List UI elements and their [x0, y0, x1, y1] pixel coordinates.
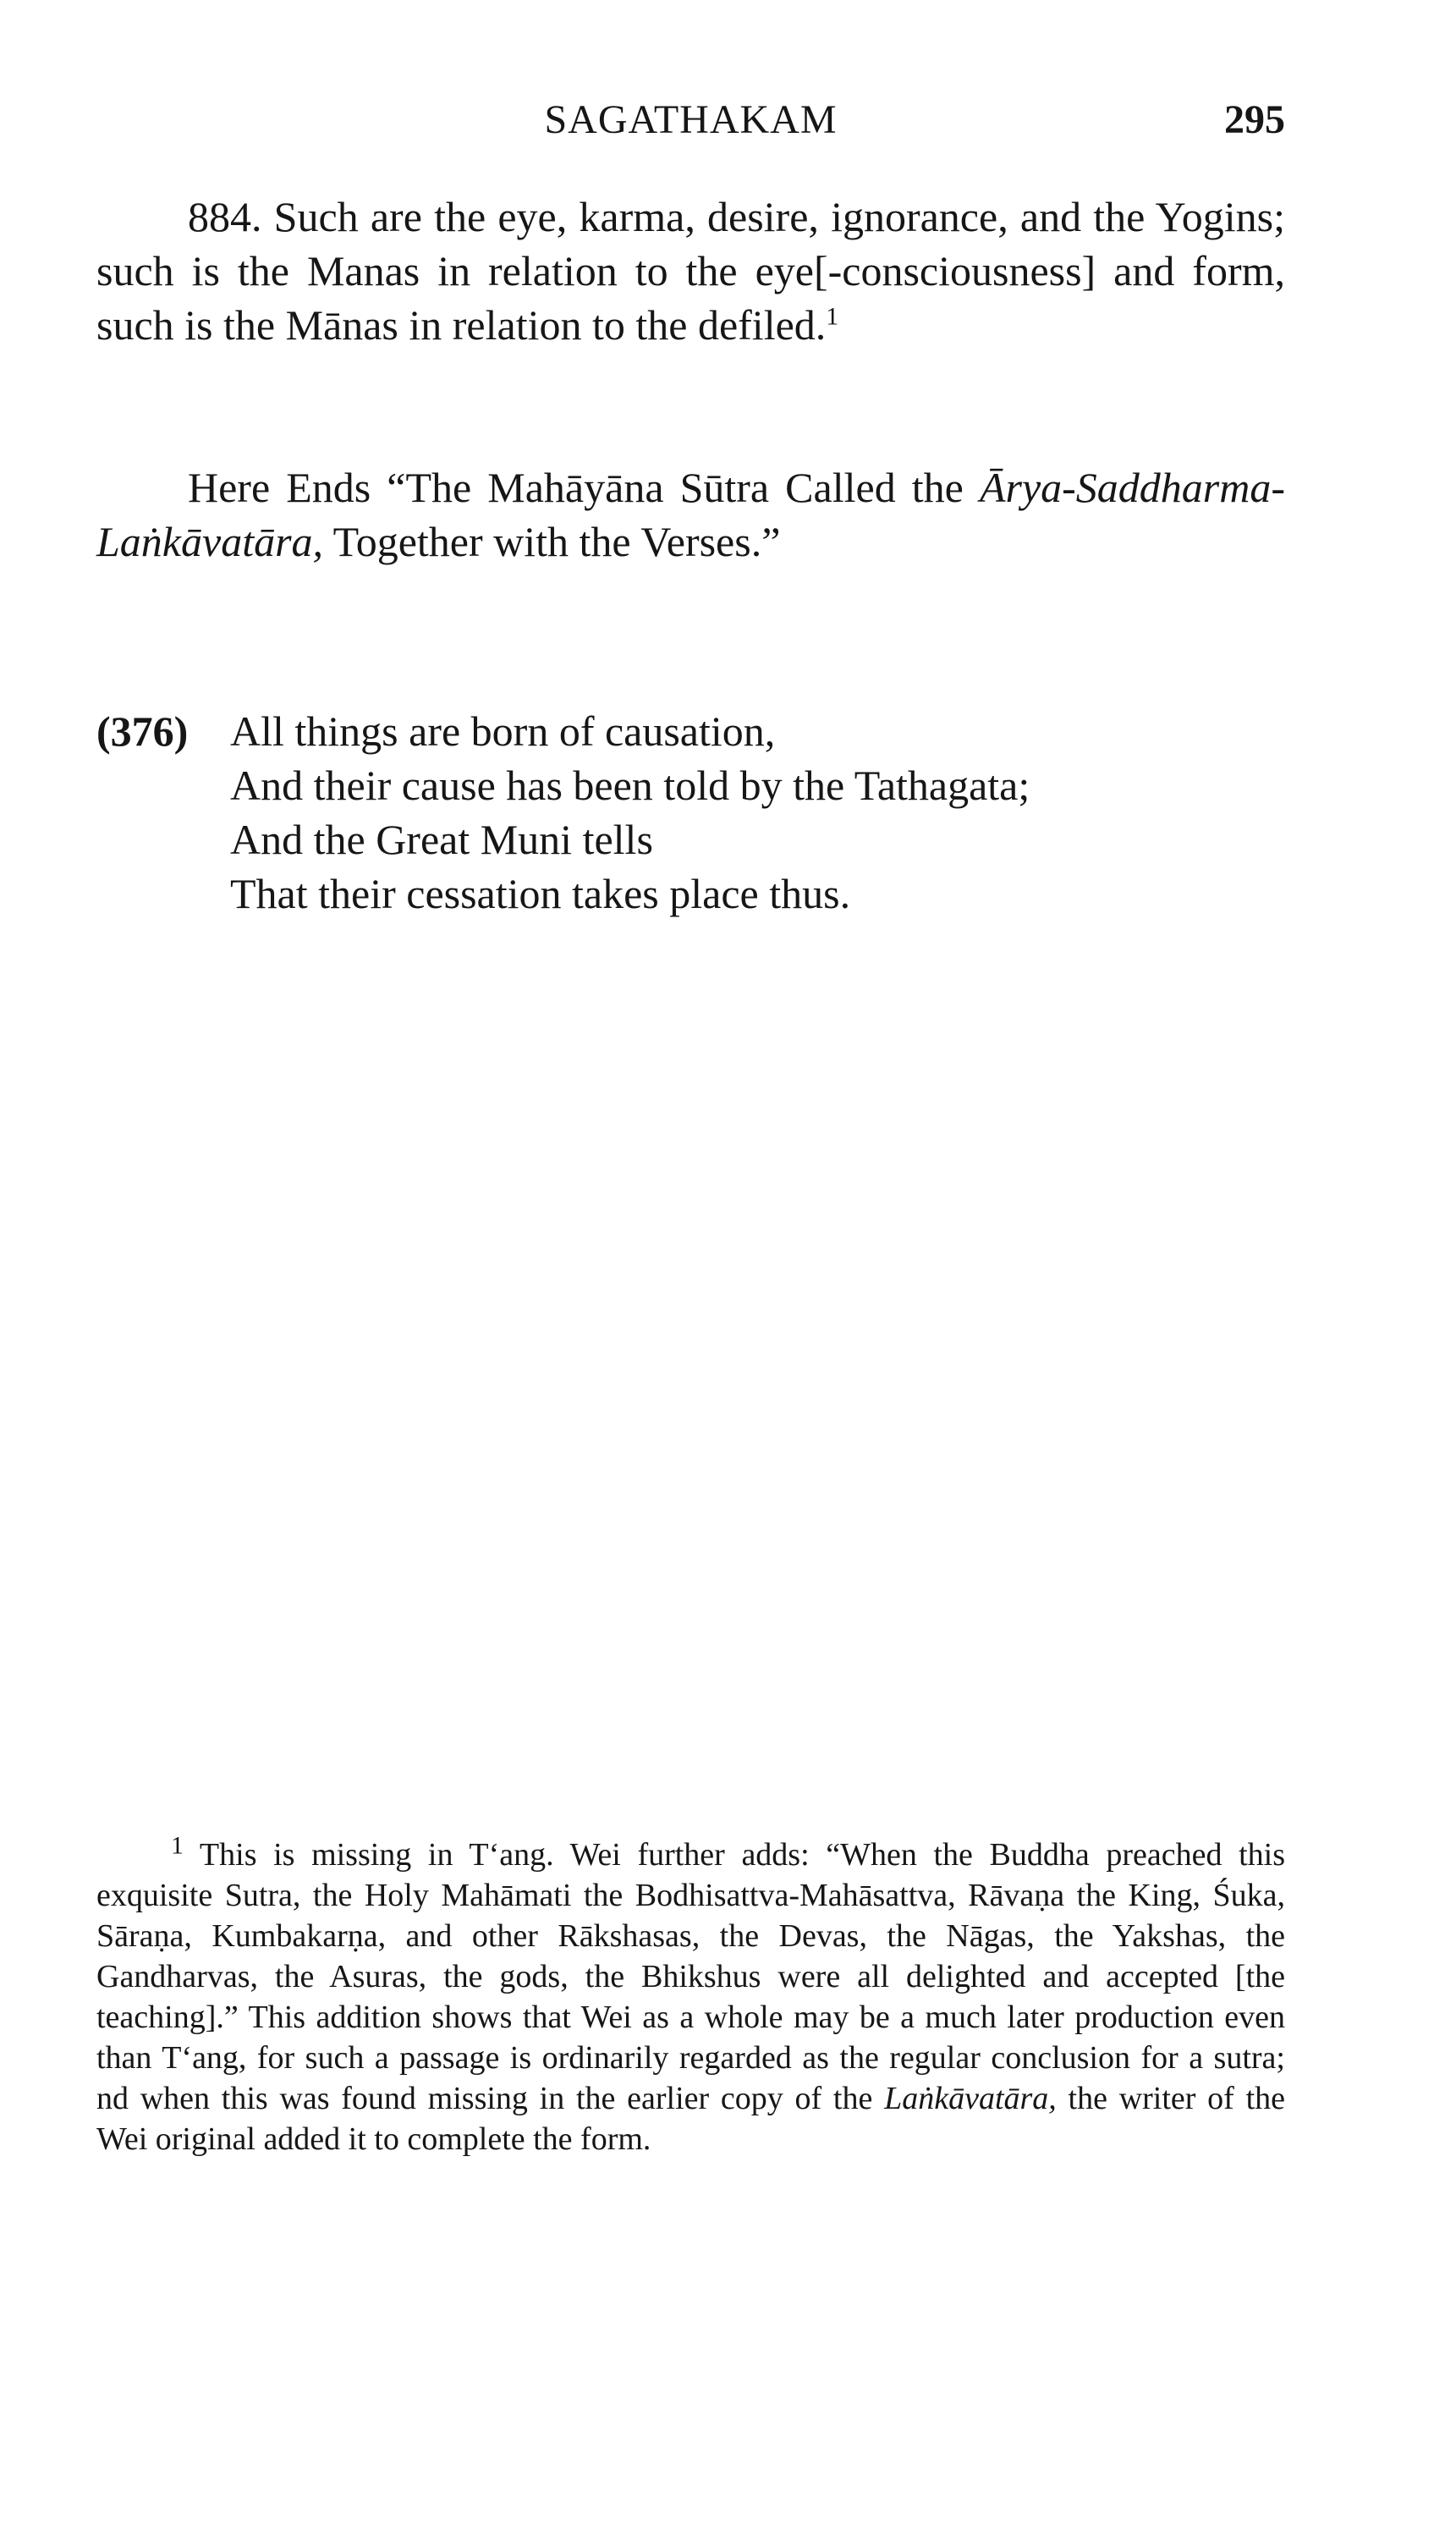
footnote-text-b: the writer of the Wei original added it to complete the form.	[96, 2081, 1285, 2157]
verse-line: That their cessation takes place thus.	[230, 870, 851, 917]
footnote-reference: 1	[826, 302, 839, 331]
paragraph-884	[96, 190, 1285, 352]
colophon-text-after: Together with the Verses.”	[323, 518, 781, 565]
verse-line: And the Great Muni tells	[230, 816, 653, 863]
verse-line: And their cause has been told by the Tathagata;	[230, 762, 1030, 809]
verse-lines	[230, 704, 1279, 921]
footnote	[96, 1831, 1285, 2159]
verse-line: All things are born of causation,	[230, 707, 776, 755]
paragraph-number: 884.	[188, 193, 262, 240]
verse-number: (376)	[96, 707, 189, 755]
footnote-text-a: This is missing in T‘ang. Wei further adds: “When the Buddha preached this exquisite Sutra, the Holy Mahāmati the Bodhisattva-Mahāsattva, Rāvaṇa the King, Śuka, Sāraṇa, Kumbakarṇa, and other Rākshasas, the Devas, the Nāgas, the Yakshas, the Gandharvas, the Asuras, the gods, the Bhikshus were all delighted and accepted [the teaching].” This addition shows that Wei as a whole may be a much later production even than T‘ang, for such a passage is ordinarily regarded as the regular conclusion for a sutra; nd when this was found missing in the earlier copy of the	[96, 1837, 1285, 2116]
colophon-text-before: Here Ends “The Mahāyāna Sūtra Called the	[188, 464, 980, 511]
running-head	[96, 95, 1285, 146]
running-title: SAGATHAKAM	[544, 97, 838, 142]
footnote-italic-title: Laṅkāvatāra,	[884, 2081, 1057, 2116]
paragraph-text: Such are the eye, karma, desire, ignorance, and the Yogins; such is the Manas in relation to the eye[-consciousness] and form, such is the Mānas in relation to the defiled.	[96, 193, 1285, 349]
colophon	[96, 460, 1285, 569]
sutra-title: Ārya-Saddharma-Laṅkāvatāra,	[96, 464, 1285, 565]
footnote-marker: 1	[171, 1831, 184, 1860]
page-number: 295	[1224, 97, 1285, 142]
